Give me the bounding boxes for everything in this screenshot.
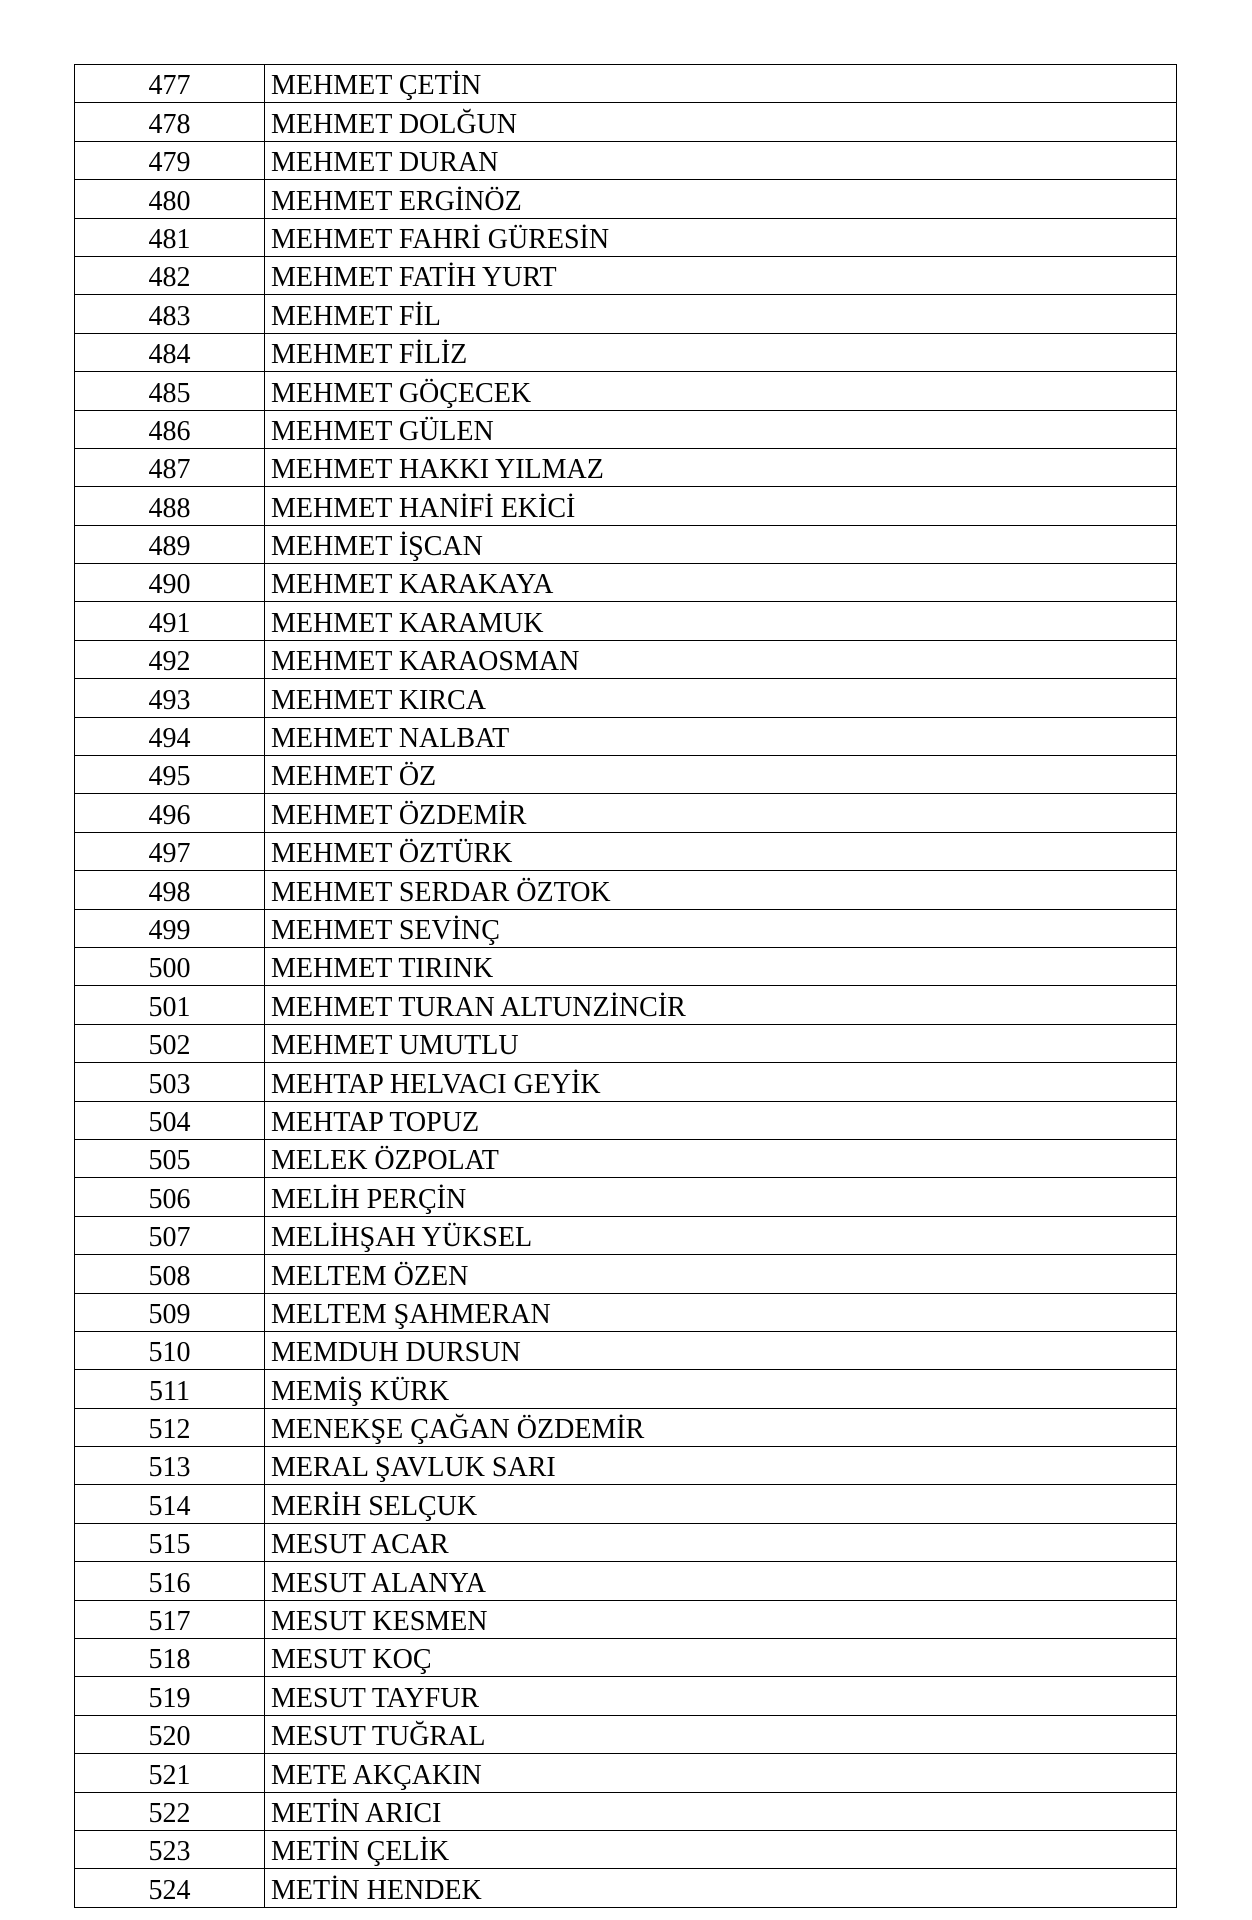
name-list-table [74,64,1177,1908]
row-number: 497 [75,832,265,870]
person-name: MEHMET ERGİNÖZ [265,180,1177,218]
person-name: MEHMET ÖZTÜRK [265,832,1177,870]
row-number: 506 [75,1178,265,1216]
row-number: 490 [75,564,265,602]
table-row [75,756,1177,794]
row-number: 510 [75,1331,265,1369]
table-row [75,525,1177,563]
row-number: 495 [75,756,265,794]
row-number: 521 [75,1754,265,1792]
table-row [75,1485,1177,1523]
person-name: MESUT TAYFUR [265,1677,1177,1715]
table-row [75,1523,1177,1561]
table-row [75,1830,1177,1868]
row-number: 503 [75,1063,265,1101]
row-number: 488 [75,487,265,525]
row-number: 512 [75,1408,265,1446]
table-row [75,333,1177,371]
row-number: 518 [75,1639,265,1677]
table-row [75,180,1177,218]
row-number: 508 [75,1255,265,1293]
table-row [75,65,1177,103]
table-row [75,256,1177,294]
table-row [75,1447,1177,1485]
person-name: MERAL ŞAVLUK SARI [265,1447,1177,1485]
table-row [75,1715,1177,1753]
table-row [75,103,1177,141]
person-name: MEHMET ÖZDEMİR [265,794,1177,832]
table-row [75,1101,1177,1139]
table-row [75,410,1177,448]
table-row [75,1024,1177,1062]
table-row [75,1754,1177,1792]
row-number: 481 [75,218,265,256]
person-name: MESUT ALANYA [265,1562,1177,1600]
table-row [75,1178,1177,1216]
person-name: MENEKŞE ÇAĞAN ÖZDEMİR [265,1408,1177,1446]
row-number: 501 [75,986,265,1024]
person-name: MEHMET İŞCAN [265,525,1177,563]
table-row [75,1600,1177,1638]
table-row [75,1216,1177,1254]
person-name: MEHMET KARAKAYA [265,564,1177,602]
table-row [75,1792,1177,1830]
table-row [75,1370,1177,1408]
table-row [75,1063,1177,1101]
row-number: 522 [75,1792,265,1830]
person-name: MEHMET TIRINK [265,947,1177,985]
person-name: MEHTAP HELVACI GEYİK [265,1063,1177,1101]
row-number: 516 [75,1562,265,1600]
person-name: MEHMET DURAN [265,141,1177,179]
person-name: MELTEM ŞAHMERAN [265,1293,1177,1331]
person-name: MEHMET ÖZ [265,756,1177,794]
person-name: MEHMET FİLİZ [265,333,1177,371]
table-row [75,141,1177,179]
row-number: 514 [75,1485,265,1523]
person-name: METE AKÇAKIN [265,1754,1177,1792]
person-name: MEHMET NALBAT [265,717,1177,755]
table-row [75,947,1177,985]
row-number: 500 [75,947,265,985]
row-number: 520 [75,1715,265,1753]
name-list-body [75,65,1177,1908]
table-row [75,295,1177,333]
person-name: MELEK ÖZPOLAT [265,1139,1177,1177]
person-name: MEHMET KIRCA [265,679,1177,717]
person-name: MEHMET KARAOSMAN [265,640,1177,678]
row-number: 489 [75,525,265,563]
table-row [75,602,1177,640]
row-number: 507 [75,1216,265,1254]
person-name: METİN ARICI [265,1792,1177,1830]
table-row [75,372,1177,410]
person-name: MEHMET UMUTLU [265,1024,1177,1062]
table-row [75,1255,1177,1293]
person-name: MELİHŞAH YÜKSEL [265,1216,1177,1254]
person-name: MEHMET DOLĞUN [265,103,1177,141]
person-name: MESUT ACAR [265,1523,1177,1561]
row-number: 494 [75,717,265,755]
table-row [75,679,1177,717]
row-number: 487 [75,448,265,486]
person-name: MEHMET ÇETİN [265,65,1177,103]
row-number: 479 [75,141,265,179]
person-name: MEMİŞ KÜRK [265,1370,1177,1408]
row-number: 477 [75,65,265,103]
table-row [75,218,1177,256]
person-name: MEHMET FATİH YURT [265,256,1177,294]
person-name: MEHMET SEVİNÇ [265,909,1177,947]
row-number: 523 [75,1830,265,1868]
row-number: 524 [75,1869,265,1907]
table-row [75,717,1177,755]
table-row [75,1677,1177,1715]
table-row [75,1869,1177,1907]
table-row [75,1331,1177,1369]
table-row [75,640,1177,678]
person-name: METİN HENDEK [265,1869,1177,1907]
table-row [75,794,1177,832]
row-number: 505 [75,1139,265,1177]
row-number: 482 [75,256,265,294]
person-name: MELİH PERÇİN [265,1178,1177,1216]
row-number: 499 [75,909,265,947]
row-number: 511 [75,1370,265,1408]
row-number: 484 [75,333,265,371]
person-name: MEHTAP TOPUZ [265,1101,1177,1139]
row-number: 493 [75,679,265,717]
person-name: MESUT KESMEN [265,1600,1177,1638]
row-number: 492 [75,640,265,678]
row-number: 515 [75,1523,265,1561]
table-row [75,1293,1177,1331]
person-name: MEHMET GÖÇECEK [265,372,1177,410]
person-name: MESUT KOÇ [265,1639,1177,1677]
row-number: 486 [75,410,265,448]
table-row [75,564,1177,602]
table-row [75,1408,1177,1446]
table-row [75,986,1177,1024]
person-name: MEHMET SERDAR ÖZTOK [265,871,1177,909]
row-number: 498 [75,871,265,909]
table-row [75,448,1177,486]
row-number: 485 [75,372,265,410]
person-name: MERİH SELÇUK [265,1485,1177,1523]
row-number: 509 [75,1293,265,1331]
table-row [75,871,1177,909]
person-name: MEHMET HANİFİ EKİCİ [265,487,1177,525]
row-number: 519 [75,1677,265,1715]
person-name: MEHMET FİL [265,295,1177,333]
row-number: 496 [75,794,265,832]
person-name: MESUT TUĞRAL [265,1715,1177,1753]
table-row [75,1139,1177,1177]
person-name: MEHMET KARAMUK [265,602,1177,640]
table-row [75,487,1177,525]
person-name: METİN ÇELİK [265,1830,1177,1868]
person-name: MELTEM ÖZEN [265,1255,1177,1293]
table-row [75,832,1177,870]
row-number: 478 [75,103,265,141]
row-number: 480 [75,180,265,218]
person-name: MEMDUH DURSUN [265,1331,1177,1369]
table-row [75,909,1177,947]
person-name: MEHMET FAHRİ GÜRESİN [265,218,1177,256]
person-name: MEHMET TURAN ALTUNZİNCİR [265,986,1177,1024]
person-name: MEHMET HAKKI YILMAZ [265,448,1177,486]
row-number: 483 [75,295,265,333]
table-row [75,1562,1177,1600]
row-number: 502 [75,1024,265,1062]
row-number: 491 [75,602,265,640]
row-number: 504 [75,1101,265,1139]
table-row [75,1639,1177,1677]
row-number: 513 [75,1447,265,1485]
person-name: MEHMET GÜLEN [265,410,1177,448]
row-number: 517 [75,1600,265,1638]
